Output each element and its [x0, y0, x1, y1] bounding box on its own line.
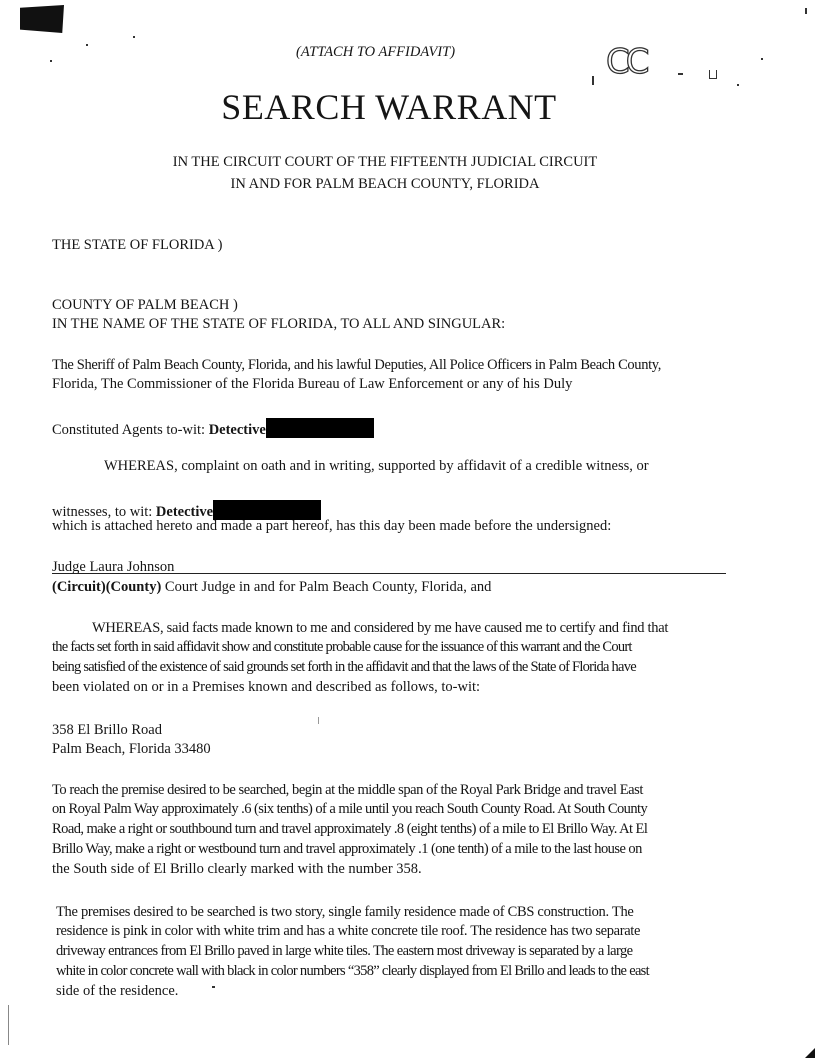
directions-line-3: Road, make a right or southbound turn and travel approximately .8 (eight tenths) of a mile to El Brillo Way. At El [52, 821, 648, 837]
findings-line-1: WHEREAS, said facts made known to me and considered by me have caused me to certify and find that [92, 620, 669, 636]
scan-artifact-corner-mark [20, 5, 64, 33]
witness-title: Detective [155, 504, 214, 520]
description-line-3: driveway entrances from El Brillo paved in large white tiles. The eastern most driveway is separated by a large [56, 943, 633, 959]
description-line-5: side of the residence. [56, 983, 179, 999]
addressees-line-2: Florida, The Commissioner of the Florida Bureau of Law Enforcement or any of his Duly [52, 376, 573, 392]
redaction-box [266, 418, 374, 438]
findings-line-2: the facts set forth in said affidavit show and constitute probable cause for the issuance of this warrant and the Court [52, 639, 632, 655]
complaint-line-1: WHEREAS, complaint on oath and in writing, supported by affidavit of a credible witness, or [104, 458, 649, 474]
directions-line-5: the South side of El Brillo clearly marked with the number 358. [52, 861, 422, 877]
scan-speck [805, 8, 807, 14]
directions-line-4: Brillo Way, make a right or westbound turn and travel approximately .1 (one tenth) of a mile to the last house on [52, 841, 642, 857]
complaint-line-3: which is attached hereto and made a part hereof, has this day been made before the undersigned: [52, 518, 612, 534]
premises-city: Palm Beach, Florida 33480 [52, 741, 211, 757]
witness-prefix: witnesses, to wit: [52, 504, 156, 520]
court-type: (Circuit)(County) [52, 579, 162, 595]
judge-name: Judge Laura Johnson [52, 559, 175, 575]
scan-speck [50, 60, 52, 62]
scan-speck [133, 36, 135, 38]
caption-in-name: IN THE NAME OF THE STATE OF FLORIDA, TO ALL AND SINGULAR: [52, 316, 506, 332]
court-line-2: IN AND FOR PALM BEACH COUNTY, FLORIDA [230, 176, 540, 192]
caption-state: THE STATE OF FLORIDA ) [52, 237, 223, 253]
description-line-2: residence is pink in color with white trim and has a white concrete tile roof. The residence has two separate [56, 923, 641, 939]
document-title: SEARCH WARRANT [221, 87, 557, 127]
scan-speck [318, 717, 319, 724]
agents-title: Detective [208, 422, 266, 438]
scan-speck [212, 986, 215, 988]
description-line-1: The premises desired to be searched is two story, single family residence made of CBS construction. The [56, 904, 634, 920]
caption-county: COUNTY OF PALM BEACH ) [52, 297, 238, 313]
agents-prefix: Constituted Agents to-wit: [52, 422, 209, 438]
attach-note: (ATTACH TO AFFIDAVIT) [296, 44, 456, 60]
findings-line-4: been violated on or in a Premises known and described as follows, to-wit: [52, 679, 481, 695]
scan-speck [86, 44, 88, 46]
addressees-line-1: The Sheriff of Palm Beach County, Florida, and his lawful Deputies, All Police Officers in Palm Beach County, [52, 357, 662, 373]
directions-line-2: on Royal Palm Way approximately .6 (six tenths) of a mile until you reach South County Road. At South County [52, 801, 648, 817]
court-line-1: IN THE CIRCUIT COURT OF THE FIFTEENTH JUDICIAL CIRCUIT [172, 154, 598, 170]
page-corner-mark [805, 1048, 815, 1058]
premises-street: 358 El Brillo Road [52, 722, 162, 738]
scan-speck [678, 73, 683, 75]
scan-speck [761, 58, 763, 60]
agents-line [52, 418, 374, 439]
court-suffix: Court Judge in and for Palm Beach County, Florida, and [161, 579, 492, 595]
scan-speck [592, 76, 594, 85]
judge-court-line [52, 579, 491, 596]
scan-edge [8, 1005, 9, 1045]
directions-line-1: To reach the premise desired to be searched, begin at the middle span of the Royal Park Bridge and travel East [52, 782, 643, 798]
redaction-box [213, 500, 321, 520]
scan-speck [709, 70, 717, 79]
cc-stamp: CC [606, 42, 646, 82]
description-line-4: white in color concrete wall with black in color numbers “358” clearly displayed from El Brillo and leads to the east [56, 963, 649, 979]
findings-line-3: being satisfied of the existence of said grounds set forth in the affidavit and that the laws of the State of Florida have [52, 659, 636, 675]
judge-signature-line [52, 573, 726, 574]
